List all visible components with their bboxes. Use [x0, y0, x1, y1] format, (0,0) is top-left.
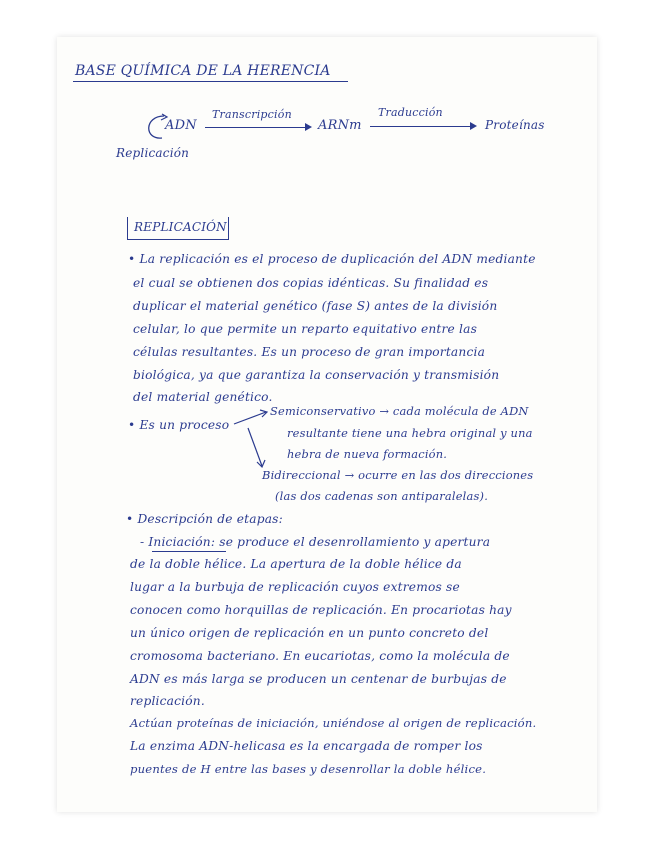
etapas-line: un único origen de replicación en un punto concreto del [130, 626, 489, 640]
section-heading: REPLICACIÓN [134, 220, 227, 234]
flow-replicacion: Replicación [116, 146, 190, 160]
bidireccional-line: (las dos cadenas son antiparalelas). [275, 489, 489, 503]
etapas-line: cromosoma bacteriano. En eucariotas, como la molécula de [130, 649, 510, 663]
paragraph-line: del material genético. [133, 390, 273, 404]
branch-arrows [232, 410, 272, 470]
flow-arnm: ARNm [318, 118, 362, 133]
etapas-line: lugar a la burbuja de replicación cuyos extremos se [130, 580, 460, 594]
replication-loop-arrow [140, 110, 170, 150]
flow-arrow-1 [205, 127, 305, 128]
paragraph-line: • La replicación es el proceso de duplicación del ADN mediante [128, 252, 536, 266]
iniciacion-underline [152, 551, 226, 552]
etapas-heading: • Descripción de etapas: [126, 512, 283, 526]
etapas-line: - Iniciación: se produce el desenrollamiento y apertura [140, 535, 491, 549]
flow-proteinas: Proteínas [485, 118, 545, 132]
flow-traduccion: Traducción [378, 106, 443, 119]
flow-arrowhead-2 [470, 122, 477, 130]
etapas-line: La enzima ADN-helicasa es la encargada de romper los [130, 739, 483, 753]
etapas-line: ADN es más larga se producen un centenar de burbujas de [130, 672, 507, 686]
semiconservativo-line: Semiconservativo → cada molécula de ADN [270, 404, 529, 418]
etapas-line: conocen como horquillas de replicación. En procariotas hay [130, 603, 512, 617]
semiconservativo-line: hebra de nueva formación. [287, 447, 448, 461]
semiconservativo-line: resultante tiene una hebra original y una [287, 426, 533, 440]
etapas-line: Actúan proteínas de iniciación, uniéndose al origen de replicación. [130, 716, 537, 730]
etapas-line: replicación. [130, 694, 205, 708]
paragraph-line: duplicar el material genético (fase S) antes de la división [133, 299, 498, 313]
etapas-line: puentes de H entre las bases y desenrollar la doble hélice. [130, 762, 487, 776]
flow-transcripcion: Transcripción [212, 108, 292, 121]
paragraph-line: el cual se obtienen dos copias idénticas. Su finalidad es [133, 276, 489, 290]
paragraph-line: biológica, ya que garantiza la conservación y transmisión [133, 368, 500, 382]
paragraph-line: celular, lo que permite un reparto equitativo entre las [133, 322, 478, 336]
page-title: BASE QUÍMICA DE LA HERENCIA [75, 63, 331, 79]
etapas-line: de la doble hélice. La apertura de la doble hélice da [130, 557, 462, 571]
flow-adn: ADN [165, 118, 197, 133]
proceso-intro: • Es un proceso [128, 418, 230, 432]
bidireccional-line: Bidireccional → ocurre en las dos direcciones [262, 468, 534, 482]
paragraph-line: células resultantes. Es un proceso de gran importancia [133, 345, 486, 359]
title-underline [73, 81, 348, 82]
flow-arrow-2 [370, 126, 470, 127]
flow-arrowhead-1 [305, 123, 312, 131]
